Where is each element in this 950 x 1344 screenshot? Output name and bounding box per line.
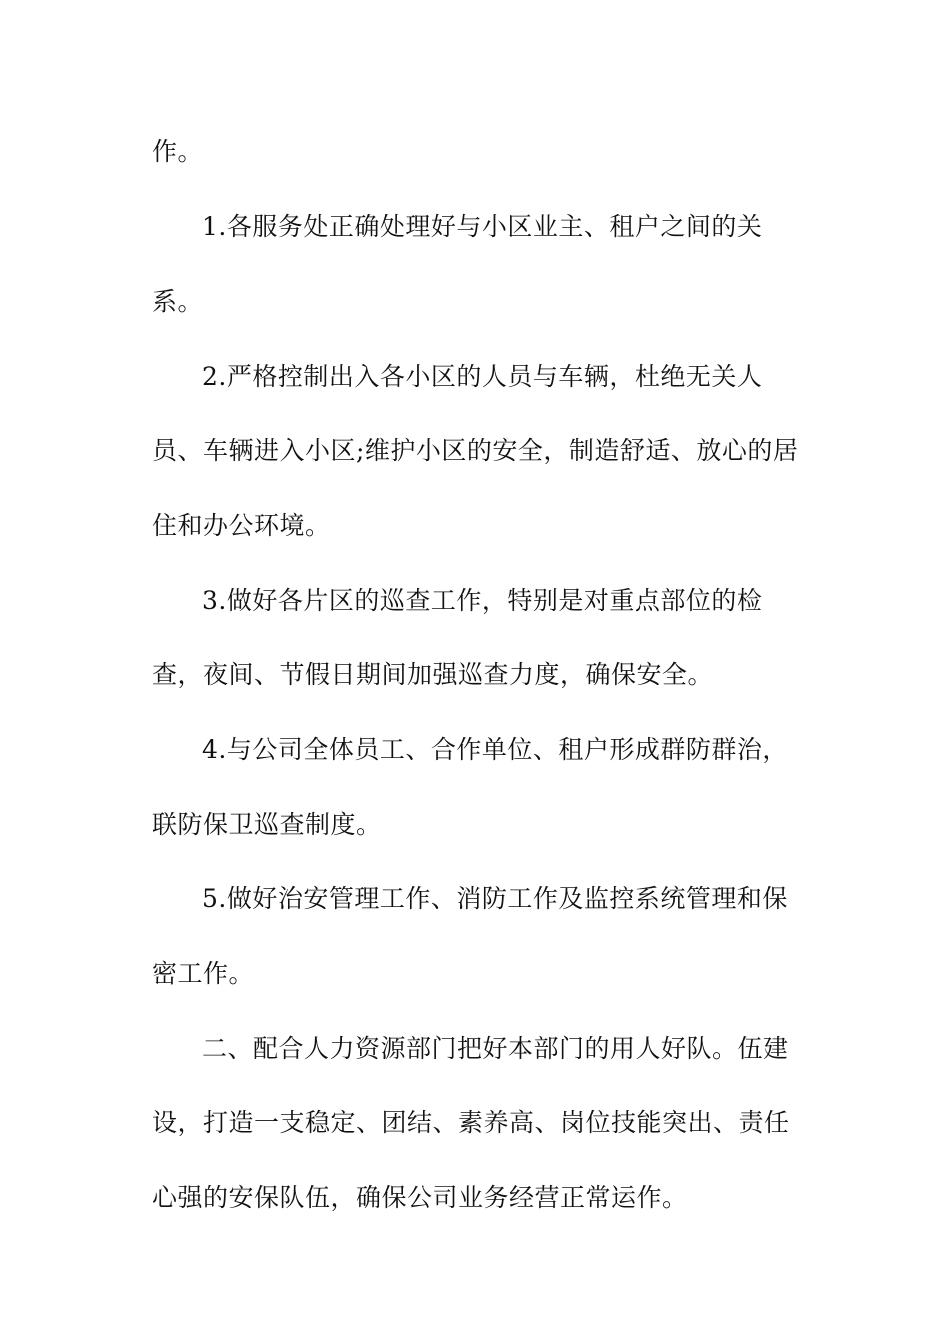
- list-item-3: 3.做好各片区的巡查工作，特别是对重点部位的检: [202, 586, 763, 615]
- text-line: 系。: [152, 287, 204, 316]
- list-item-5: 5.做好治安管理工作、消防工作及监控系统管理和保: [202, 884, 788, 913]
- text-line: 查，夜间、节假日期间加强巡查力度，确保安全。: [152, 660, 714, 689]
- list-item-2: 2.严格控制出入各小区的人员与车辆，杜绝无关人: [202, 362, 763, 391]
- list-item-4: 4.与公司全体员工、合作单位、租户形成群防群治，: [202, 735, 788, 764]
- list-item-1: 1.各服务处正确处理好与小区业主、租户之间的关: [202, 212, 763, 241]
- text-line: 密工作。: [152, 959, 255, 988]
- text-line: 作。: [152, 137, 204, 166]
- text-line: 住和办公环境。: [152, 511, 331, 540]
- section-heading-2: 二、配合人力资源部门把好本部门的用人好队。伍建: [202, 1034, 789, 1063]
- text-line: 心强的安保队伍，确保公司业务经营正常运作。: [152, 1183, 688, 1212]
- text-line: 员、车辆进入小区;维护小区的安全，制造舒适、放心的居: [152, 436, 799, 465]
- text-line: 设，打造一支稳定、团结、素养高、岗位技能突出、责任: [152, 1108, 790, 1137]
- text-line: 联防保卫巡查制度。: [152, 810, 382, 839]
